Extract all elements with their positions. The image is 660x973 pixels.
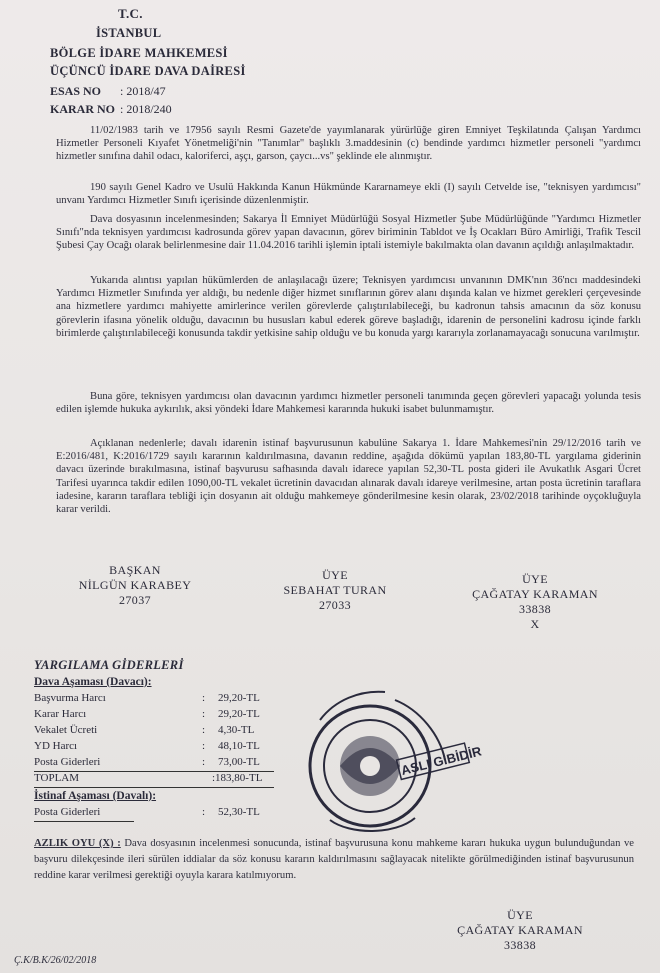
cost-row: Posta Giderleri : 73,00-TL bbox=[34, 756, 260, 768]
uye2-dissent-mark: X bbox=[530, 617, 540, 631]
karar-label: KARAR NO bbox=[50, 102, 115, 116]
baskan-title: BAŞKAN bbox=[109, 563, 161, 577]
cost-row: Vekalet Ücreti : 4,30-TL bbox=[34, 724, 255, 736]
esas-row bbox=[50, 84, 166, 99]
uye2-name: ÇAĞATAY KARAMAN bbox=[472, 587, 598, 601]
costs-section-istinaf: İstinaf Aşaması (Davalı): bbox=[34, 790, 157, 802]
paragraph-5: Buna göre, teknisyen yardımcısı olan davacının yardımcı hizmetler personeli tanımında geçen görevleri yapacağı yolunda tesis edilen işlemde hukuka aykırılık, aksi yöndeki İdare Mahkemesi kararında hukuki isabet bulunmamıştır. bbox=[56, 391, 641, 416]
uye2-no: 33838 bbox=[519, 602, 551, 616]
uye2-title: ÜYE bbox=[522, 572, 548, 586]
uye1-no: 27033 bbox=[319, 598, 351, 612]
total-underline bbox=[34, 787, 274, 788]
paragraph-6: Açıklanan nedenlerle; davalı idarenin istinaf başvurusunun kabulüne Sakarya 1. İdare Mahkemesi'nin 29/12/2016 tarih ve E:2016/481, K:2016/1729 sayılı kararının kaldırılmasına, davanın reddine, aşağıda dökümü yapılan 183,80-TL yargılama giderinin davacı üzerinde bırakılmasına, istinaf başvurusu safhasında davalı idarece yapılan 52,30-TL posta gideri ile Avukatlık Asgari Ücret Tarifesi uyarınca takdir edilen 1090,00-TL vekalet ücretinin davacıdan alınarak davalı idareye verilmesine, artan posta ücretinin taraflara iadesine, kararın taraflara tebliği için dosyanın ait olduğu mahkemeye gönderilmesine kesin olarak, 23/02/2018 tarihinde oyçokluğuyla karar verildi. bbox=[56, 438, 641, 516]
dissent-text: Dava dosyasının incelenmesi sonucunda, istinaf başvurusuna konu mahkeme kararı hukuka uygun bulunduğundan ve başvuru dilekçesinde ileri sürülen iddialar da söz konusu kararın kaldırılmasını sağlayacak nitelikte görülmediğinden istinaf başvurusunun reddine karar verilmesi gerektiği oyuyla karara katılmıyorum. bbox=[34, 838, 634, 881]
header-chamber: ÜÇÜNCÜ İDARE DAVA DAİRESİ bbox=[50, 64, 246, 78]
header-tc: T.C. bbox=[118, 6, 143, 21]
uye1-name: SEBAHAT TURAN bbox=[283, 583, 387, 597]
dissent-heading: AZLIK OYU (X) : bbox=[34, 838, 121, 849]
stamp-text: ASLI GİBİDİR bbox=[399, 743, 483, 778]
signature-uye-2 bbox=[460, 572, 610, 632]
cost-row: YD Harcı : 48,10-TL bbox=[34, 740, 260, 752]
paragraph-2: 190 sayılı Genel Kadro ve Usulü Hakkında Kanun Hükmünde Kararnameye ekli (I) sayılı Cetvelde ise, "teknisyen yardımcısı" unvanı Yardımcı Hizmetler Sınıfı içerisinde düzenlenmiştir. bbox=[56, 182, 641, 207]
signature-uye-1 bbox=[270, 568, 400, 613]
official-seal-stamp bbox=[300, 680, 483, 840]
cost-istinaf-row: Posta Giderleri : 52,30-TL bbox=[34, 806, 260, 818]
header-city: İSTANBUL bbox=[96, 26, 162, 40]
cost-row: Başvurma Harcı : 29,20-TL bbox=[34, 692, 260, 704]
dissent-sign-name: ÇAĞATAY KARAMAN bbox=[457, 923, 583, 937]
baskan-no: 27037 bbox=[119, 593, 151, 607]
signature-dissent bbox=[440, 908, 600, 953]
cost-total-row: TOPLAM :183,80-TL bbox=[34, 772, 263, 784]
uye1-title: ÜYE bbox=[322, 568, 348, 582]
footer-reference: Ç.K/B.K/26/02/2018 bbox=[14, 955, 97, 966]
paragraph-1: 11/02/1983 tarih ve 17956 sayılı Resmi Gazete'de yayımlanarak yürürlüğe giren Emniyet Teşkilatında Çalışan Yardımcı Hizmetler Personeli Kıyafet Yönetmeliği'nin "Tanımlar" başlıklı 3.maddesinin (c) bendinde yardımcı hizmetler personeli "yardımcı hizmetler sınıfına dahil odacı, kaloriferci, aşçı, garson, çaycı...vs" şeklinde ele alınmıştır. bbox=[56, 125, 641, 163]
karar-row bbox=[50, 102, 172, 117]
karar-value: : 2018/240 bbox=[120, 102, 172, 116]
costs-section-dava: Dava Aşaması (Davacı): bbox=[34, 676, 152, 688]
header-court: BÖLGE İDARE MAHKEMESİ bbox=[50, 46, 228, 60]
dissent-paragraph bbox=[34, 836, 634, 884]
costs-title: YARGILAMA GİDERLERİ bbox=[34, 658, 184, 672]
esas-label: ESAS NO bbox=[50, 84, 102, 98]
signature-baskan bbox=[70, 563, 200, 608]
paragraph-4: Yukarıda alıntısı yapılan hükümlerden de anlaşılacağı üzere; Teknisyen yardımcısı unvanının DMK'nın 36'ncı maddesindeki Yardımcı Hizmetler Sınıfında yer aldığı, bu nedenle diğer hizmet sınıflarının görev alanı dışında kalan ve hizmet gerekleri çerçevesinde ana hizmetlere yardımcı mahiyette amirlerince verilen görevlerde çalıştırılabileceği, bu kadronun tahsis amacının da söz konusu görevlerin ifasına yönelik olduğu, davacının bu hususları kabul ederek göreve başladığı, idarenin de personelini kadrosu içinde farklı birimlerde çalıştırılabileceği konusunda takdir yetkisine sahip olduğu ve bu konuda yargı kararıyla zorlanamayacağı sonucuna varılmıştır. bbox=[56, 275, 641, 339]
esas-value: : 2018/47 bbox=[120, 84, 166, 98]
dissent-sign-no: 33838 bbox=[504, 938, 536, 952]
paragraph-3: Dava dosyasının incelenmesinden; Sakarya İl Emniyet Müdürlüğü Sosyal Hizmetler Şube Müdürlüğünde "Yardımcı Hizmetler Sınıfı"nda teknisyen yardımcısı kadrosunda görev yapan davacının, görev biriminin Tabldot ve İş Ocakları Büro Amirliği, Trafik Tescil Şubesi Çay Ocağı olarak belirlenmesine dair 11.04.2016 tarihli işlemin iptali istemiyle bakılmakta olan davanın açıldığı anlaşılmaktadır. bbox=[56, 214, 641, 252]
dissent-sign-title: ÜYE bbox=[507, 908, 533, 922]
baskan-name: NİLGÜN KARABEY bbox=[78, 578, 192, 592]
cost-row: Karar Harcı : 29,20-TL bbox=[34, 708, 260, 720]
istinaf-underline bbox=[34, 821, 134, 822]
